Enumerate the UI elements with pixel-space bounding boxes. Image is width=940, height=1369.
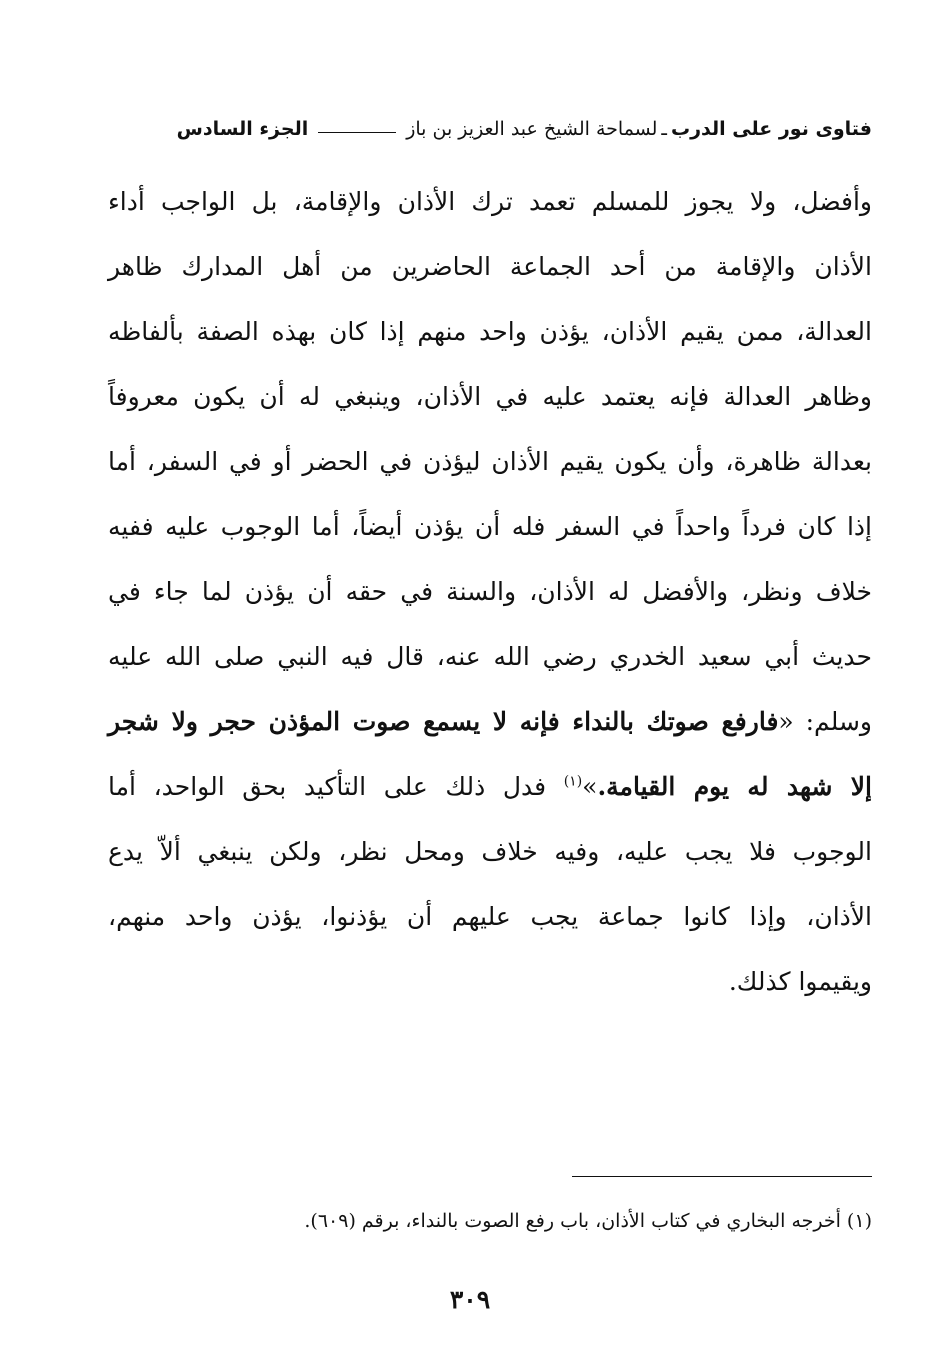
text-line: العدالة، ممن يقيم الأذان، يؤذن واحد منهم إذا كان بهذه الصفة بألفاظه bbox=[108, 317, 872, 346]
hadith-commentary: فدل ذلك على التأكيد بحق الواحد، أما bbox=[108, 772, 564, 801]
footnote-reference[interactable]: (١) bbox=[563, 773, 583, 790]
body-text bbox=[108, 176, 872, 1021]
text-line: الأذان، وإذا كانوا جماعة يجب عليهم أن يؤذنوا، يؤذن واحد منهم، bbox=[108, 902, 872, 931]
volume-part: الجزء السادس bbox=[176, 118, 309, 140]
footnote-divider bbox=[572, 1176, 872, 1177]
page-number: ٣٠٩ bbox=[449, 1285, 491, 1314]
text-line: حديث أبي سعيد الخدري رضي الله عنه، قال فيه النبي صلى الله عليه bbox=[108, 642, 872, 671]
text-line-hadith-start bbox=[108, 696, 872, 761]
author-credit: لسماحة الشيخ عبد العزيز بن باز bbox=[406, 118, 658, 140]
hadith-close-quote: » bbox=[582, 772, 598, 801]
text-line-hadith-end bbox=[108, 761, 872, 826]
text-line: الأذان والإقامة من أحد الجماعة الحاضرين من أهل المدارك ظاهر bbox=[108, 252, 872, 281]
text-line: وأفضل، ولا يجوز للمسلم تعمد ترك الأذان والإقامة، بل الواجب أداء bbox=[108, 187, 872, 216]
text-line-final: ويقيموا كذلك. bbox=[728, 967, 872, 996]
book-title: فتاوى نور على الدرب bbox=[671, 118, 872, 140]
text-line: خلاف ونظر، والأفضل له الأذان، والسنة في حقه أن يؤذن لما جاء في bbox=[108, 577, 872, 606]
text-line: إذا كان فرداً واحداً في السفر فله أن يؤذن أيضاً، أما الوجوب عليه ففيه bbox=[108, 512, 872, 541]
hadith-lead: وسلم: « bbox=[778, 707, 872, 736]
running-header bbox=[108, 114, 872, 144]
header-rule bbox=[318, 132, 396, 133]
text-line: بعدالة ظاهرة، وأن يكون يقيم الأذان ليؤذن في الحضر أو في السفر، أما bbox=[108, 447, 872, 476]
text-line: وظاهر العدالة فإنه يعتمد عليه في الأذان، وينبغي له أن يكون معروفاً bbox=[108, 382, 872, 411]
text-line: الوجوب فلا يجب عليه، وفيه خلاف ومحل نظر، ولكن ينبغي ألاّ يدع bbox=[108, 837, 872, 866]
hadith-quote-part1: فارفع صوتك بالنداء فإنه لا يسمع صوت المؤذن حجر ولا شجر bbox=[108, 707, 779, 736]
hadith-quote-part2: إلا شهد له يوم القيامة. bbox=[597, 772, 872, 801]
header-separator: ـ bbox=[661, 118, 667, 140]
footnote: (١) أخرجه البخاري في كتاب الأذان، باب رفع الصوت بالنداء، برقم (٦٠٩). bbox=[304, 1210, 872, 1232]
